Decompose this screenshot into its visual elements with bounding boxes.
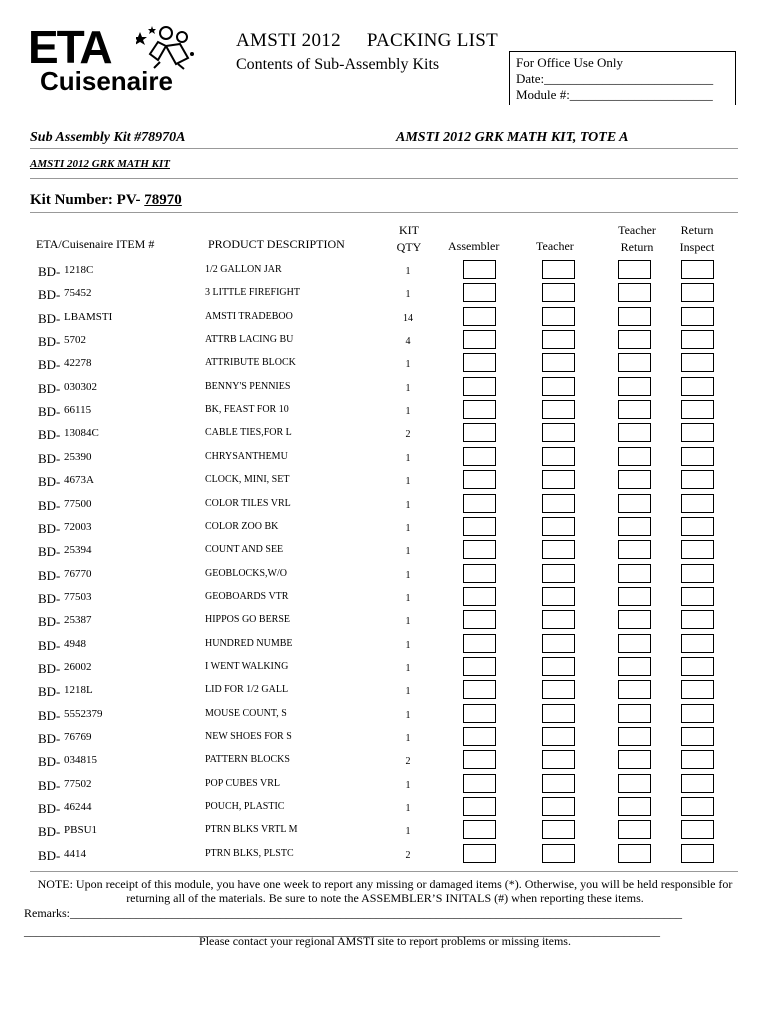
item-number: 4414 xyxy=(64,848,86,860)
kit-qty: 1 xyxy=(405,523,411,534)
teacher-checkbox[interactable] xyxy=(542,844,575,863)
item-number: 030302 xyxy=(64,381,97,393)
contact-text: Please contact your regional AMSTI site to report problems or missing items. xyxy=(199,934,571,948)
item-number: 72003 xyxy=(64,521,92,533)
teacher-return-checkbox[interactable] xyxy=(618,423,651,442)
kit-qty: 1 xyxy=(405,640,411,651)
kit-qty: 2 xyxy=(405,429,411,440)
return-inspect-checkbox[interactable] xyxy=(681,400,714,419)
return-inspect-checkbox[interactable] xyxy=(681,260,714,279)
assembler-checkbox[interactable] xyxy=(463,564,496,583)
return-inspect-checkbox[interactable] xyxy=(681,447,714,466)
item-prefix: BD- xyxy=(38,357,61,372)
office-module-field[interactable]: Module #:______________________ xyxy=(516,87,713,102)
title-amsti: AMSTI 2012 xyxy=(236,30,341,51)
teacher-checkbox[interactable] xyxy=(542,727,575,746)
product-description: HUNDRED NUMBE xyxy=(205,638,293,649)
item-prefix: BD- xyxy=(38,754,61,769)
item-number: LBAMSTI xyxy=(64,311,113,323)
teacher-checkbox[interactable] xyxy=(542,377,575,396)
eta-cuisenaire-logo xyxy=(28,21,200,96)
item-prefix: BD- xyxy=(38,614,61,629)
return-inspect-checkbox[interactable] xyxy=(681,564,714,583)
table-row xyxy=(0,820,770,843)
teacher-checkbox[interactable] xyxy=(542,400,575,419)
kit-qty: 1 xyxy=(405,593,411,604)
item-number: 66115 xyxy=(64,404,92,416)
teacher-checkbox[interactable] xyxy=(542,657,575,676)
teacher-return-checkbox[interactable] xyxy=(618,377,651,396)
return-inspect-checkbox[interactable] xyxy=(681,517,714,536)
return-inspect-checkbox[interactable] xyxy=(681,750,714,769)
item-prefix: BD- xyxy=(38,591,61,606)
table-row xyxy=(0,680,770,703)
table-row xyxy=(0,377,770,400)
item-number: 42278 xyxy=(64,357,92,369)
assembler-checkbox[interactable] xyxy=(463,844,496,863)
teacher-return-checkbox[interactable] xyxy=(618,564,651,583)
item-prefix: BD- xyxy=(38,544,61,559)
table-row xyxy=(0,447,770,470)
kit-title: AMSTI 2012 GRK MATH KIT, TOTE A xyxy=(396,130,629,145)
item-prefix: BD- xyxy=(38,521,61,536)
table-row xyxy=(0,400,770,423)
item-number: 5552379 xyxy=(64,708,103,720)
product-description: CLOCK, MINI, SET xyxy=(205,474,290,485)
return-inspect-checkbox[interactable] xyxy=(681,774,714,793)
return-inspect-checkbox[interactable] xyxy=(681,283,714,302)
assembler-checkbox[interactable] xyxy=(463,657,496,676)
teacher-return-checkbox[interactable] xyxy=(618,283,651,302)
table-row xyxy=(0,283,770,306)
item-prefix: BD- xyxy=(38,661,61,676)
teacher-return-checkbox[interactable] xyxy=(618,517,651,536)
item-prefix: BD- xyxy=(38,381,61,396)
kit-qty: 1 xyxy=(405,686,411,697)
col-header-description: PRODUCT DESCRIPTION xyxy=(208,237,345,251)
assembler-checkbox[interactable] xyxy=(463,353,496,372)
table-row xyxy=(0,587,770,610)
teacher-return-checkbox[interactable] xyxy=(618,400,651,419)
teacher-checkbox[interactable] xyxy=(542,797,575,816)
product-description: CHRYSANTHEMU xyxy=(205,451,288,462)
return-inspect-checkbox[interactable] xyxy=(681,587,714,606)
divider xyxy=(30,148,738,149)
return-inspect-checkbox[interactable] xyxy=(681,820,714,839)
product-description: HIPPOS GO BERSE xyxy=(205,614,291,625)
product-description: PTRN BLKS VRTL M xyxy=(205,824,298,835)
item-prefix: BD- xyxy=(38,451,61,466)
assembler-checkbox[interactable] xyxy=(463,820,496,839)
assembler-checkbox[interactable] xyxy=(463,727,496,746)
item-number: 13084C xyxy=(64,427,99,439)
table-row xyxy=(0,727,770,750)
assembler-checkbox[interactable] xyxy=(463,587,496,606)
table-row xyxy=(0,540,770,563)
table-row xyxy=(0,844,770,867)
table-row xyxy=(0,307,770,330)
teacher-return-checkbox[interactable] xyxy=(618,704,651,723)
table-row xyxy=(0,750,770,773)
teacher-checkbox[interactable] xyxy=(542,330,575,349)
table-row xyxy=(0,353,770,376)
item-prefix: BD- xyxy=(38,404,61,419)
return-inspect-checkbox[interactable] xyxy=(681,423,714,442)
kit-qty: 1 xyxy=(405,476,411,487)
return-inspect-checkbox[interactable] xyxy=(681,377,714,396)
kit-qty: 1 xyxy=(405,500,411,511)
teacher-return-checkbox[interactable] xyxy=(618,260,651,279)
logo-eta-text: ETA xyxy=(28,21,111,73)
teacher-checkbox[interactable] xyxy=(542,470,575,489)
teacher-checkbox[interactable] xyxy=(542,634,575,653)
item-number: PBSU1 xyxy=(64,824,98,836)
teacher-checkbox[interactable] xyxy=(542,564,575,583)
kit-qty: 1 xyxy=(405,289,411,300)
product-description: GEOBOARDS VTR xyxy=(205,591,289,602)
teacher-return-checkbox[interactable] xyxy=(618,494,651,513)
office-date-field[interactable]: Date:__________________________ xyxy=(516,71,714,86)
teacher-return-checkbox[interactable] xyxy=(618,680,651,699)
col-header-return-inspect xyxy=(672,222,722,256)
grk-kit-label: AMSTI 2012 GRK MATH KIT xyxy=(30,158,170,170)
col-header-assembler: Assembler xyxy=(448,239,500,253)
kit-qty: 2 xyxy=(405,756,411,767)
item-prefix: BD- xyxy=(38,708,61,723)
item-number: 77500 xyxy=(64,498,92,510)
teacher-checkbox[interactable] xyxy=(542,353,575,372)
logo-figures-icon xyxy=(136,24,196,70)
return-inspect-checkbox[interactable] xyxy=(681,634,714,653)
item-prefix: BD- xyxy=(38,498,61,513)
title-packing-list: PACKING LIST xyxy=(366,30,499,51)
item-number: 25387 xyxy=(64,614,92,626)
item-prefix: BD- xyxy=(38,638,61,653)
product-description: I WENT WALKING xyxy=(205,661,289,672)
kit-qty: 1 xyxy=(405,616,411,627)
assembler-checkbox[interactable] xyxy=(463,330,496,349)
return-inspect-checkbox[interactable] xyxy=(681,704,714,723)
return-inspect-checkbox[interactable] xyxy=(681,844,714,863)
teacher-return-checkbox[interactable] xyxy=(618,540,651,559)
table-row xyxy=(0,330,770,353)
teacher-checkbox[interactable] xyxy=(542,704,575,723)
kit-qty: 1 xyxy=(405,453,411,464)
col-header-teacher-return xyxy=(608,222,666,256)
product-description: BENNY'S PENNIES xyxy=(205,381,291,392)
item-number: 77503 xyxy=(64,591,92,603)
item-prefix: BD- xyxy=(38,334,61,349)
kit-qty: 1 xyxy=(405,663,411,674)
assembler-checkbox[interactable] xyxy=(463,400,496,419)
item-prefix: BD- xyxy=(38,474,61,489)
teacher-return-checkbox[interactable] xyxy=(618,797,651,816)
teacher-return-checkbox[interactable] xyxy=(618,820,651,839)
teacher-return-checkbox[interactable] xyxy=(618,353,651,372)
product-description: POP CUBES VRL xyxy=(205,778,281,789)
product-description: BK, FEAST FOR 10 xyxy=(205,404,289,415)
assembler-checkbox[interactable] xyxy=(463,377,496,396)
assembler-checkbox[interactable] xyxy=(463,307,496,326)
kit-qty: 1 xyxy=(405,359,411,370)
kit-qty: 1 xyxy=(405,803,411,814)
item-number: 46244 xyxy=(64,801,92,813)
product-description: COLOR ZOO BK xyxy=(205,521,279,532)
kit-number-label: Kit Number: PV- xyxy=(30,192,141,208)
item-number: 77502 xyxy=(64,778,92,790)
kit-qty: 4 xyxy=(405,336,411,347)
kit-qty: 2 xyxy=(405,850,411,861)
page-title xyxy=(236,30,498,52)
item-prefix: BD- xyxy=(38,824,61,839)
table-row xyxy=(0,260,770,283)
kit-qty: 14 xyxy=(403,313,413,324)
assembler-checkbox[interactable] xyxy=(463,797,496,816)
col-header-kit-qty xyxy=(393,222,425,256)
kit-qty: 1 xyxy=(405,780,411,791)
item-prefix: BD- xyxy=(38,731,61,746)
item-prefix: BD- xyxy=(38,568,61,583)
teacher-checkbox[interactable] xyxy=(542,283,575,302)
col-header-item: ETA/Cuisenaire ITEM # xyxy=(36,237,155,251)
office-use-label: For Office Use Only xyxy=(516,55,623,70)
assembler-checkbox[interactable] xyxy=(463,283,496,302)
teacher-checkbox[interactable] xyxy=(542,307,575,326)
product-description: POUCH, PLASTIC xyxy=(205,801,285,812)
product-description: 1/2 GALLON JAR xyxy=(205,264,282,275)
table-row xyxy=(0,423,770,446)
teacher-return-checkbox[interactable] xyxy=(618,307,651,326)
page-subtitle: Contents of Sub-Assembly Kits xyxy=(236,56,440,73)
assembler-checkbox[interactable] xyxy=(463,260,496,279)
item-number: 4948 xyxy=(64,638,86,650)
divider xyxy=(30,178,738,179)
teacher-return-checkbox[interactable] xyxy=(618,727,651,746)
teacher-checkbox[interactable] xyxy=(542,610,575,629)
product-description: ATTRIBUTE BLOCK xyxy=(205,357,296,368)
note-text: NOTE: Upon receipt of this module, you have one week to report any missing or damaged items (*). Otherwise, you will be held responsible for returning all of the materials. Be sure to note the ASSEMBLER’S INITALS (#) when reporting these items. xyxy=(37,877,733,905)
teacher-checkbox[interactable] xyxy=(542,774,575,793)
product-description: 3 LITTLE FIREFIGHT xyxy=(205,287,300,298)
teacher-checkbox[interactable] xyxy=(542,423,575,442)
kit-qty: 1 xyxy=(405,826,411,837)
col-header-kit-qty-line2: QTY xyxy=(396,240,422,254)
return-inspect-checkbox[interactable] xyxy=(681,540,714,559)
item-number: 1218C xyxy=(64,264,94,276)
teacher-return-checkbox[interactable] xyxy=(618,330,651,349)
remarks-field[interactable]: Remarks:______________________________________________________________________________________________________ xyxy=(24,906,682,920)
product-description: COLOR TILES VRL xyxy=(205,498,291,509)
teacher-checkbox[interactable] xyxy=(542,750,575,769)
assembler-checkbox[interactable] xyxy=(463,750,496,769)
item-prefix: BD- xyxy=(38,801,61,816)
return-inspect-checkbox[interactable] xyxy=(681,330,714,349)
sub-assembly-kit: Sub Assembly Kit #78970A xyxy=(30,130,186,145)
item-number: 76769 xyxy=(64,731,92,743)
logo-cuisenaire-text: Cuisenaire xyxy=(40,66,173,96)
teacher-return-checkbox[interactable] xyxy=(618,470,651,489)
item-number: 4673A xyxy=(64,474,94,486)
table-row xyxy=(0,610,770,633)
assembler-checkbox[interactable] xyxy=(463,680,496,699)
product-description: ATTRB LACING BU xyxy=(205,334,294,345)
teacher-return-checkbox[interactable] xyxy=(618,610,651,629)
item-prefix: BD- xyxy=(38,287,61,302)
return-inspect-checkbox[interactable] xyxy=(681,680,714,699)
teacher-checkbox[interactable] xyxy=(542,447,575,466)
kit-number-value: 78970 xyxy=(144,192,182,208)
item-number: 25394 xyxy=(64,544,92,556)
product-description: COUNT AND SEE xyxy=(205,544,284,555)
col-header-teacher-return-line1: Teacher xyxy=(618,223,656,237)
teacher-checkbox[interactable] xyxy=(542,260,575,279)
item-number: 75452 xyxy=(64,287,92,299)
item-prefix: BD- xyxy=(38,311,61,326)
assembler-checkbox[interactable] xyxy=(463,774,496,793)
kit-qty: 1 xyxy=(405,546,411,557)
table-row xyxy=(0,704,770,727)
kit-qty: 1 xyxy=(405,570,411,581)
kit-number xyxy=(30,192,182,209)
return-inspect-checkbox[interactable] xyxy=(681,797,714,816)
teacher-return-checkbox[interactable] xyxy=(618,774,651,793)
kit-qty: 1 xyxy=(405,710,411,721)
teacher-return-checkbox[interactable] xyxy=(618,587,651,606)
assembler-checkbox[interactable] xyxy=(463,517,496,536)
product-description: NEW SHOES FOR S xyxy=(205,731,292,742)
item-prefix: BD- xyxy=(38,427,61,442)
teacher-return-checkbox[interactable] xyxy=(618,657,651,676)
product-description: PTRN BLKS, PLSTC xyxy=(205,848,294,859)
kit-qty: 1 xyxy=(405,733,411,744)
col-header-kit-qty-line1: KIT xyxy=(399,223,419,237)
teacher-checkbox[interactable] xyxy=(542,820,575,839)
assembler-checkbox[interactable] xyxy=(463,494,496,513)
table-row xyxy=(0,634,770,657)
item-number: 76770 xyxy=(64,568,92,580)
product-description: MOUSE COUNT, S xyxy=(205,708,287,719)
return-inspect-checkbox[interactable] xyxy=(681,307,714,326)
table-row xyxy=(0,517,770,540)
table-row xyxy=(0,657,770,680)
return-inspect-checkbox[interactable] xyxy=(681,610,714,629)
item-number: 26002 xyxy=(64,661,92,673)
item-prefix: BD- xyxy=(38,684,61,699)
col-header-teacher-return-line2: Return xyxy=(620,240,654,254)
return-inspect-checkbox[interactable] xyxy=(681,470,714,489)
return-inspect-checkbox[interactable] xyxy=(681,727,714,746)
kit-qty: 1 xyxy=(405,266,411,277)
divider xyxy=(30,212,738,213)
table-row xyxy=(0,564,770,587)
kit-qty: 1 xyxy=(405,383,411,394)
item-number: 25390 xyxy=(64,451,92,463)
product-description: PATTERN BLOCKS xyxy=(205,754,290,765)
return-inspect-checkbox[interactable] xyxy=(681,494,714,513)
teacher-return-checkbox[interactable] xyxy=(618,844,651,863)
item-number: 5702 xyxy=(64,334,86,346)
table-row xyxy=(0,470,770,493)
return-inspect-checkbox[interactable] xyxy=(681,657,714,676)
assembler-checkbox[interactable] xyxy=(463,470,496,489)
table-row xyxy=(0,797,770,820)
remarks-field-line2[interactable]: __________________________________________________________________________________________________________ xyxy=(24,924,660,938)
item-prefix: BD- xyxy=(38,264,61,279)
assembler-checkbox[interactable] xyxy=(463,423,496,442)
item-prefix: BD- xyxy=(38,778,61,793)
assembler-checkbox[interactable] xyxy=(463,634,496,653)
item-prefix: BD- xyxy=(38,848,61,863)
teacher-return-checkbox[interactable] xyxy=(618,634,651,653)
item-number: 034815 xyxy=(64,754,97,766)
divider xyxy=(30,871,738,872)
assembler-checkbox[interactable] xyxy=(463,540,496,559)
teacher-return-checkbox[interactable] xyxy=(618,447,651,466)
office-use-box xyxy=(509,51,736,105)
teacher-checkbox[interactable] xyxy=(542,587,575,606)
assembler-checkbox[interactable] xyxy=(463,610,496,629)
teacher-checkbox[interactable] xyxy=(542,680,575,699)
assembler-checkbox[interactable] xyxy=(463,704,496,723)
return-inspect-checkbox[interactable] xyxy=(681,353,714,372)
product-description: LID FOR 1/2 GALL xyxy=(205,684,289,695)
assembler-checkbox[interactable] xyxy=(463,447,496,466)
item-number: 1218L xyxy=(64,684,93,696)
teacher-checkbox[interactable] xyxy=(542,494,575,513)
col-header-return-inspect-line1: Return xyxy=(680,223,714,237)
col-header-teacher: Teacher xyxy=(536,239,574,253)
product-description: CABLE TIES,FOR L xyxy=(205,427,292,438)
kit-qty: 1 xyxy=(405,406,411,417)
product-description: AMSTI TRADEBOO xyxy=(205,311,293,322)
col-header-return-inspect-line2: Inspect xyxy=(679,240,715,254)
teacher-return-checkbox[interactable] xyxy=(618,750,651,769)
table-row xyxy=(0,774,770,797)
product-description: GEOBLOCKS,W/O xyxy=(205,568,287,579)
teacher-checkbox[interactable] xyxy=(542,540,575,559)
teacher-checkbox[interactable] xyxy=(542,517,575,536)
table-row xyxy=(0,494,770,517)
